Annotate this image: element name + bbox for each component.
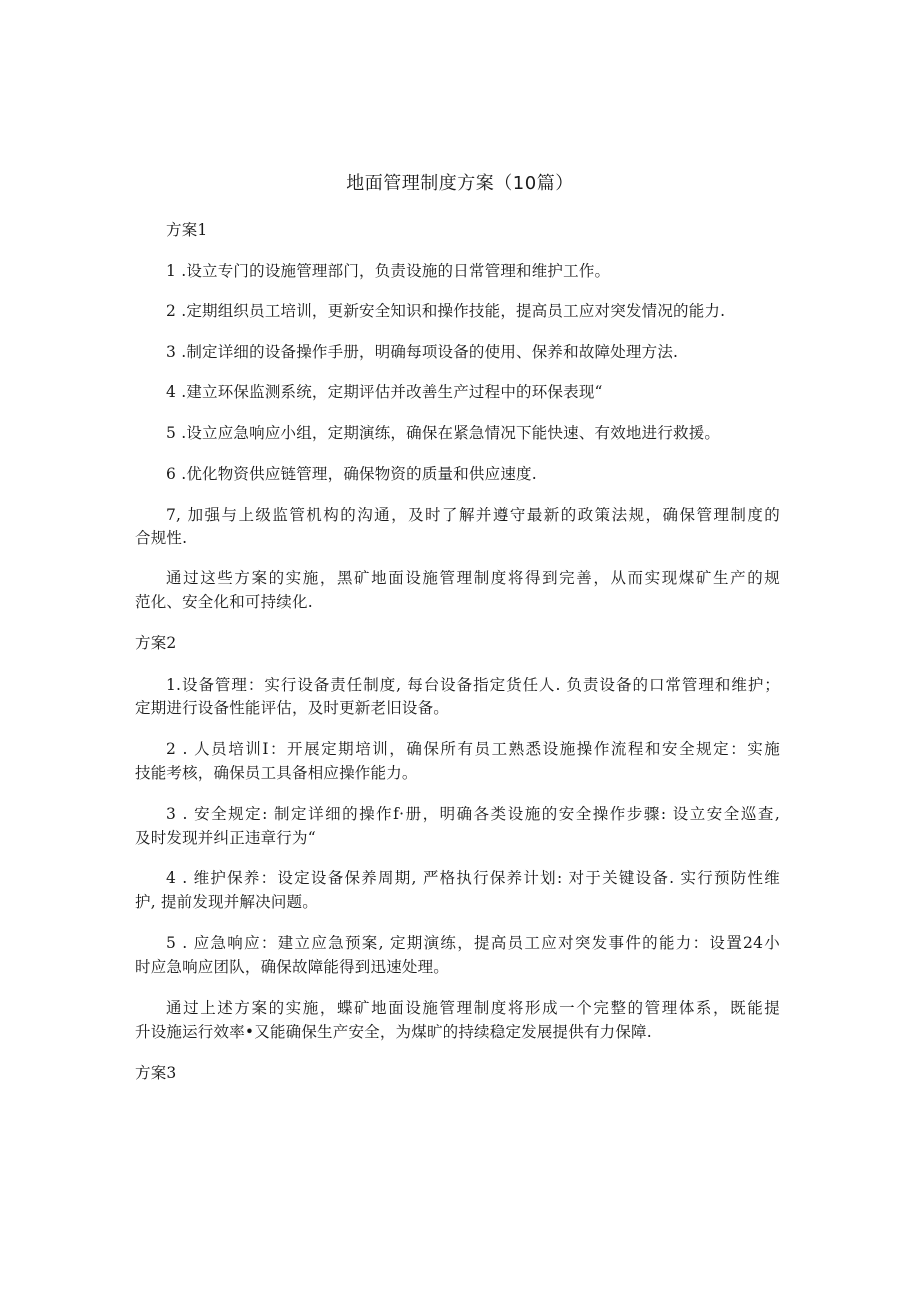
plan1-item-7-cont: 合规性. bbox=[135, 529, 188, 547]
plan1-item-2: 2 .定期组织员工培训，更新安全知识和操作技能，提高员工应对突发情况的能力. bbox=[166, 302, 726, 320]
plan2-item-2-line1: 2 . 人员培训I：开展定期培训，确保所有员工熟悉设施操作流程和安全规定：实施 bbox=[166, 740, 780, 758]
document-title: 地面管理制度方案（10篇） bbox=[346, 173, 574, 194]
plan2-item-4-line1: 4 . 维护保养：设定设备保养周期, 严格执行保养计划: 对于关键设备. 实行预防性维 bbox=[166, 869, 780, 887]
plan1-summary-line2: 范化、安全化和可持续化. bbox=[135, 593, 313, 611]
plan1-heading: 方案1 bbox=[166, 221, 208, 239]
plan2-item-2-line2: 技能考核，确保员工具备相应操作能力。 bbox=[135, 764, 418, 782]
plan1-item-4: 4 .建立环保监测系统，定期评估并改善生产过程中的环保表现“ bbox=[166, 383, 603, 401]
plan2-summary-line1: 通过上述方案的实施，蝶矿地面设施管理制度将形成一个完整的管理体系，既能提 bbox=[166, 999, 780, 1017]
plan1-item-7: 7, 加强与上级监管机构的沟通，及时了解并遵守最新的政策法规，确保管理制度的 bbox=[166, 506, 780, 524]
plan2-item-5-line1: 5 . 应急响应：建立应急预案, 定期演练，提高员工应对突发事件的能力：设置24小 bbox=[166, 934, 780, 952]
plan2-item-1-line1: 1.设备管理：实行设备责任制度, 每台设备指定货任人. 负责设备的口常管理和维护； bbox=[166, 676, 780, 694]
plan3-heading: 方案3 bbox=[135, 1064, 177, 1082]
plan2-item-3-line1: 3 . 安全规定: 制定详细的操作f·册，明确各类设施的安全操作步骤: 设立安全巡查, bbox=[166, 805, 780, 823]
plan1-item-3: 3 .制定详细的设备操作手册，明确每项设备的使用、保养和故障处理方法. bbox=[166, 343, 679, 361]
plan2-item-3-line2: 及时发现并纠正违章行为“ bbox=[135, 829, 316, 847]
plan2-heading: 方案2 bbox=[135, 634, 177, 652]
plan2-item-1-line2: 定期进行设备性能评估，及时更新老旧设备。 bbox=[135, 699, 450, 717]
plan2-item-4-line2: 护, 提前发现并解决问题。 bbox=[135, 893, 318, 911]
plan1-item-1: 1 .设立专门的设施管理部门，负责设施的日常管理和维护工作。 bbox=[166, 262, 611, 280]
plan2-summary-line2: 升设施运行效率•又能确保生产安全，为煤旷的持续稳定发展提供有力保障. bbox=[135, 1023, 652, 1041]
plan1-item-6: 6 .优化物资供应链管理，确保物资的质量和供应速度. bbox=[166, 465, 537, 483]
plan1-summary-line1: 通过这些方案的实施，黑矿地面设施管理制度将得到完善，从而实现煤矿生产的规 bbox=[166, 569, 780, 587]
plan2-item-5-line2: 时应急响应团队，确保故障能得到迅速处理。 bbox=[135, 958, 450, 976]
plan1-item-5: 5 .设立应急响应小组，定期演练，确保在紧急情况下能快速、有效地进行救援。 bbox=[166, 424, 721, 442]
